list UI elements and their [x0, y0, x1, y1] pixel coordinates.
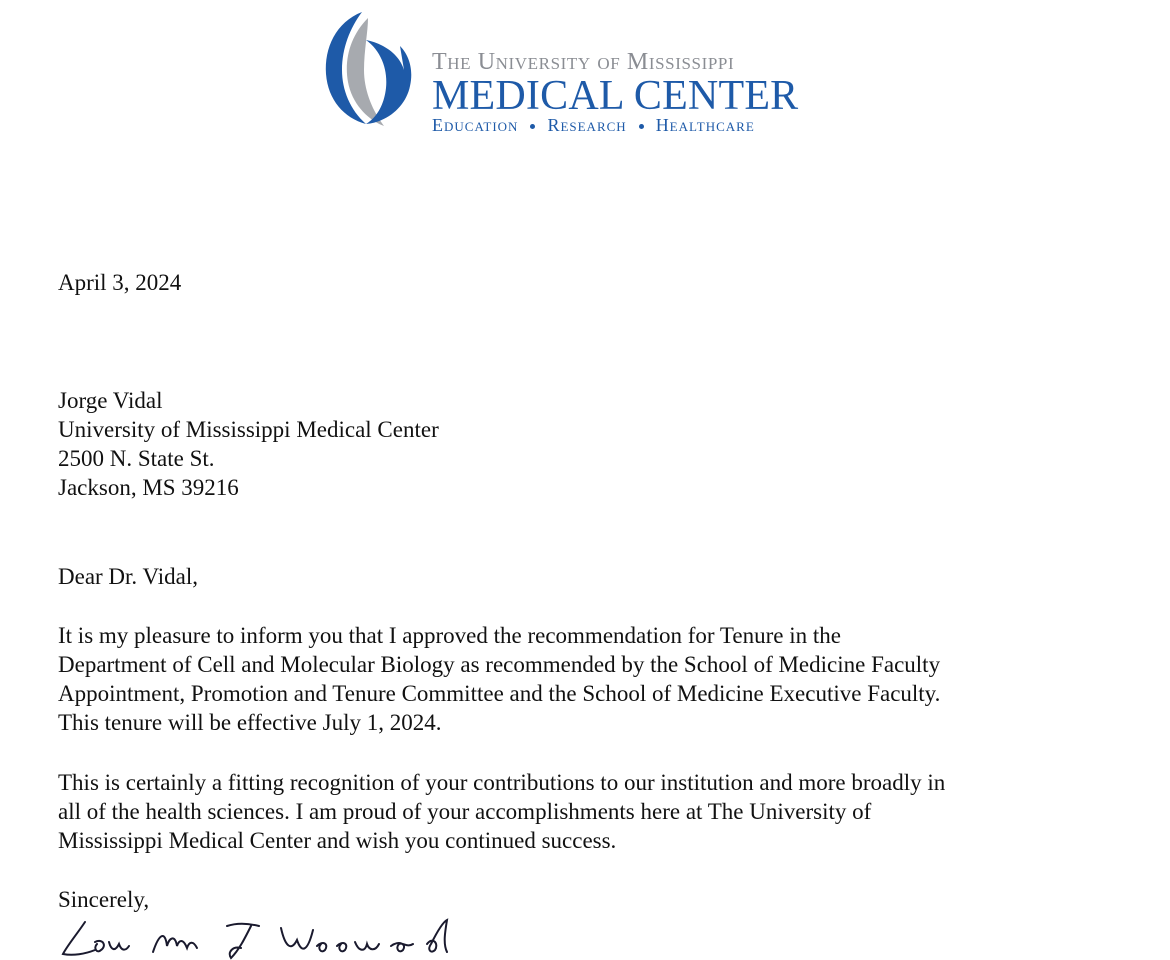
- paragraph-recognition: [58, 768, 945, 855]
- letterhead-text: [432, 50, 798, 134]
- handwritten-signature: [55, 912, 475, 960]
- tagline-research: Research: [547, 115, 627, 135]
- closing: Sincerely,: [58, 887, 150, 912]
- paragraph-line: This tenure will be effective July 1, 2024.: [58, 710, 442, 735]
- salutation: Dear Dr. Vidal,: [58, 564, 198, 589]
- letterhead-tagline: [432, 116, 798, 134]
- letterhead-medical-center: MEDICAL CENTER: [432, 73, 799, 119]
- recipient-street: 2500 N. State St.: [58, 446, 215, 471]
- letterhead-university-name: The University of Mississippi: [432, 49, 735, 75]
- letterhead: [322, 10, 802, 135]
- recipient-institution: University of Mississippi Medical Center: [58, 417, 439, 442]
- paragraph-line: all of the health sciences. I am proud of your accomplishments here at The University of: [58, 799, 872, 824]
- paragraph-line: Appointment, Promotion and Tenure Committee and the School of Medicine Executive Faculty.: [58, 681, 941, 706]
- tagline-separator-icon: [639, 124, 644, 129]
- paragraph-approval: [58, 621, 940, 737]
- tagline-separator-icon: [530, 124, 535, 129]
- paragraph-line: It is my pleasure to inform you that I approved the recommendation for Tenure in the: [58, 623, 841, 648]
- tagline-education: Education: [432, 115, 519, 135]
- recipient-city-state-zip: Jackson, MS 39216: [58, 475, 239, 500]
- umc-logo-icon: [322, 10, 418, 128]
- recipient-name: Jorge Vidal: [58, 388, 163, 413]
- paragraph-line: This is certainly a fitting recognition of your contributions to our institution and more broadly in: [58, 770, 946, 795]
- paragraph-line: Department of Cell and Molecular Biology as recommended by the School of Medicine Faculty: [58, 652, 941, 677]
- tagline-healthcare: Healthcare: [655, 115, 755, 135]
- paragraph-line: Mississippi Medical Center and wish you continued success.: [58, 828, 617, 853]
- recipient-address: [58, 386, 439, 502]
- letter-date: April 3, 2024: [58, 270, 182, 295]
